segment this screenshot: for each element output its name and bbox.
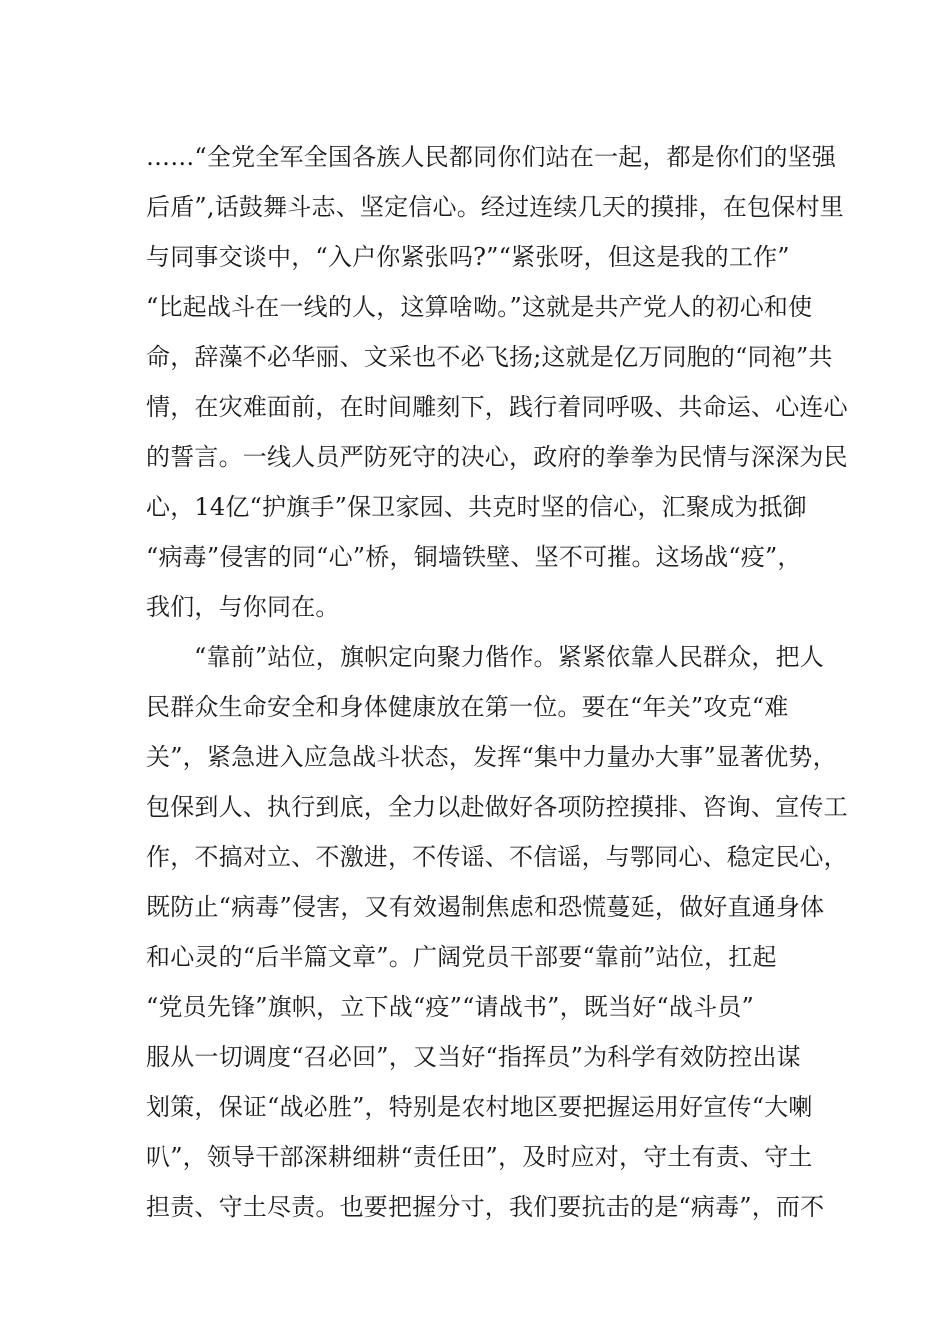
text-line: 的誓言。一线人员严防死守的决心，政府的拳拳为民情与深深为民 bbox=[146, 443, 848, 471]
text-line: 民群众生命安全和身体健康放在第一位。要在“年关”攻克“难 bbox=[146, 693, 789, 721]
text-line: 心，14亿“护旗手”保卫家园、共克时坚的信心，汇聚成为抵御 bbox=[146, 493, 807, 521]
text-line: 担责、守土尽责。也要把握分寸，我们要抗击的是“病毒”，而不 bbox=[146, 1193, 825, 1221]
text-line: 包保到人、执行到底，全力以赴做好各项防控摸排、咨询、宣传工 bbox=[146, 793, 848, 821]
text-line: 情，在灾难面前，在时间雕刻下，践行着同呼吸、共命运、心连心 bbox=[146, 393, 848, 421]
text-line: “党员先锋”旗帜，立下战“疫”“请战书”，既当好“战斗员” bbox=[146, 993, 754, 1021]
text-line: “比起战斗在一线的人，这算啥呦。”这就是共产党人的初心和使 bbox=[146, 293, 813, 321]
text-line: 后盾”,话鼓舞斗志、坚定信心。经过连续几天的摸排，在包保村里 bbox=[146, 193, 844, 221]
text-line: 我们，与你同在。 bbox=[146, 593, 340, 621]
text-line: ……“全党全军全国各族人民都同你们站在一起，都是你们的坚强 bbox=[146, 143, 837, 171]
text-line: 划策，保证“战必胜”，特别是农村地区要把握运用好宣传“大喇 bbox=[146, 1093, 813, 1121]
paragraph-first-line: “靠前”站位，旗帜定向聚力偕作。紧紧依靠人民群众，把人 bbox=[194, 643, 824, 671]
text-line: 叭”，领导干部深耕细耕“责任田”，及时应对，守土有责、守土 bbox=[146, 1143, 813, 1171]
text-line: 作，不搞对立、不激进，不传谣、不信谣，与鄂同心、稳定民心， bbox=[146, 843, 848, 871]
text-line: 关”，紧急进入应急战斗状态，发挥“集中力量办大事”显著优势， bbox=[146, 743, 837, 771]
body-text bbox=[146, 132, 848, 1232]
text-line: 命，辞藻不必华丽、文采也不必飞扬;这就是亿万同胞的“同袍”共 bbox=[146, 343, 833, 371]
text-line: 与同事交谈中，“入户你紧张吗?”“紧张呀，但这是我的工作” bbox=[146, 243, 790, 271]
text-line: 服从一切调度“召必回”，又当好“指挥员”为科学有效防控出谋 bbox=[146, 1043, 801, 1071]
text-line: 和心灵的“后半篇文章”。广阔党员干部要“靠前”站位，扛起 bbox=[146, 943, 777, 971]
text-line: “病毒”侵害的同“心”桥，铜墙铁壁、坚不可摧。这场战“疫”， bbox=[146, 543, 802, 571]
text-line: 既防止“病毒”侵害，又有效遏制焦虑和恐慌蔓延，做好直通身体 bbox=[146, 893, 825, 921]
